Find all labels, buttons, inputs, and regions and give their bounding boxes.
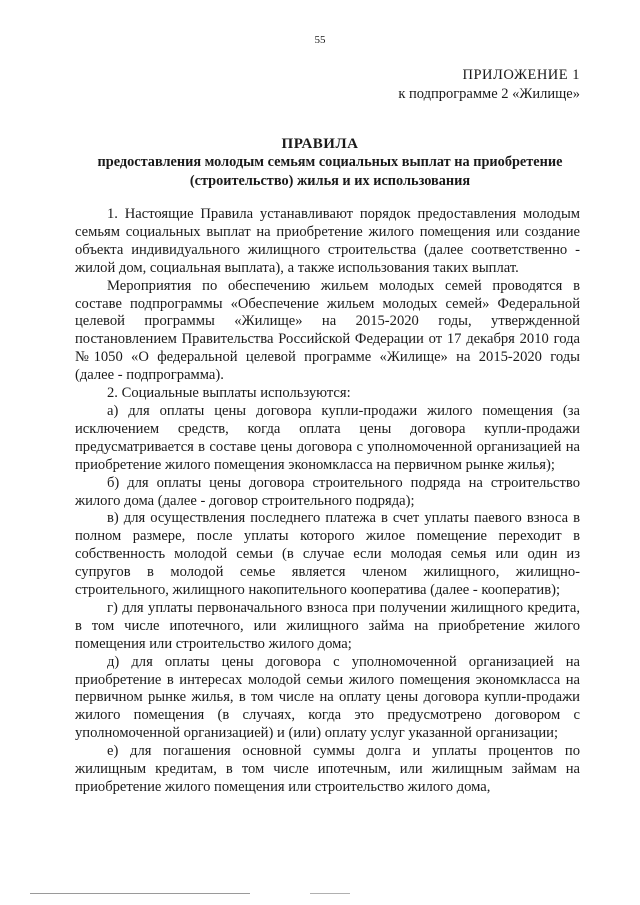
paragraph: д) для оплаты цены договора с уполномоченной организацией на приобретение в интересах молодой семьи жилого помещения экономкласса на первичном рынке жилья, в том числе на оплату цены договора купли-продажи жилого помещения (в случаях, когда это предусмотрено договором с уполномоченной организацией) и (или) оплату услуг указанной организации; (75, 653, 580, 742)
document-body (75, 206, 580, 797)
appendix-subtitle: к подпрограмме 2 «Жилище» (398, 86, 580, 102)
paragraph: а) для оплаты цены договора купли-продажи жилого помещения (за исключением средств, когда оплата цены договора купли-продажи предусматривается в составе цены договора с уполномоченной организацией на приобретение жилого помещения экономкласса на первичном рынке жилья); (75, 402, 580, 473)
paragraph: е) для погашения основной суммы долга и уплаты процентов по жилищным кредитам, в том числе ипотечным, или жилищным займам на приобретение жилого помещения или строительство жилого дома, (75, 743, 580, 795)
scan-artifact-line (30, 893, 250, 894)
paragraph: б) для оплаты цены договора строительного подряда на строительство жилого дома (далее - договор строительного подряда); (75, 474, 580, 509)
appendix-header (398, 66, 580, 104)
scan-artifact-line (310, 893, 350, 894)
document-subtitle: предоставления молодым семьям социальных выплат на приобретение (строительство) жилья и их использования (97, 154, 563, 189)
document-title: ПРАВИЛА (281, 136, 359, 152)
appendix-title: ПРИЛОЖЕНИЕ 1 (462, 67, 580, 83)
paragraph: в) для осуществления последнего платежа в счет уплаты паевого взноса в полном размере, после уплаты которого жилое помещение переходит в собственность молодой семьи (в случае если молодая семья или один из супругов в молодой семье является членом жилищного, жилищно-строительного, жилищного накопительного кооператива (далее - кооператив); (75, 510, 580, 599)
page-number: 55 (314, 34, 326, 46)
paragraph: 1. Настоящие Правила устанавливают порядок предоставления молодым семьям социальных выплат на приобретение жилого помещения или создание объекта индивидуального жилищного строительства (далее соответственно - жилой дом, социальная выплата), а также использования таких выплат. (75, 206, 580, 276)
paragraph: 2. Социальные выплаты используются: (107, 385, 351, 402)
paragraph: Мероприятия по обеспечению жильем молодых семей проводятся в составе подпрограммы «Обеспечение жильем молодых семей» Федеральной целевой программы «Жилище» на 2015-2020 годы, утвержденной постановлением Правительства Российской Федерации от 17 декабря 2010 года №1050 «О федеральной целевой программе «Жилище» на 2015-2020 годы (далее - подпрограмма). (75, 277, 580, 384)
paragraph: г) для уплаты первоначального взноса при получении жилищного кредита, в том числе ипотечного, или жилищного займа на приобретение жилого помещения или строительство жилого дома; (75, 599, 580, 652)
